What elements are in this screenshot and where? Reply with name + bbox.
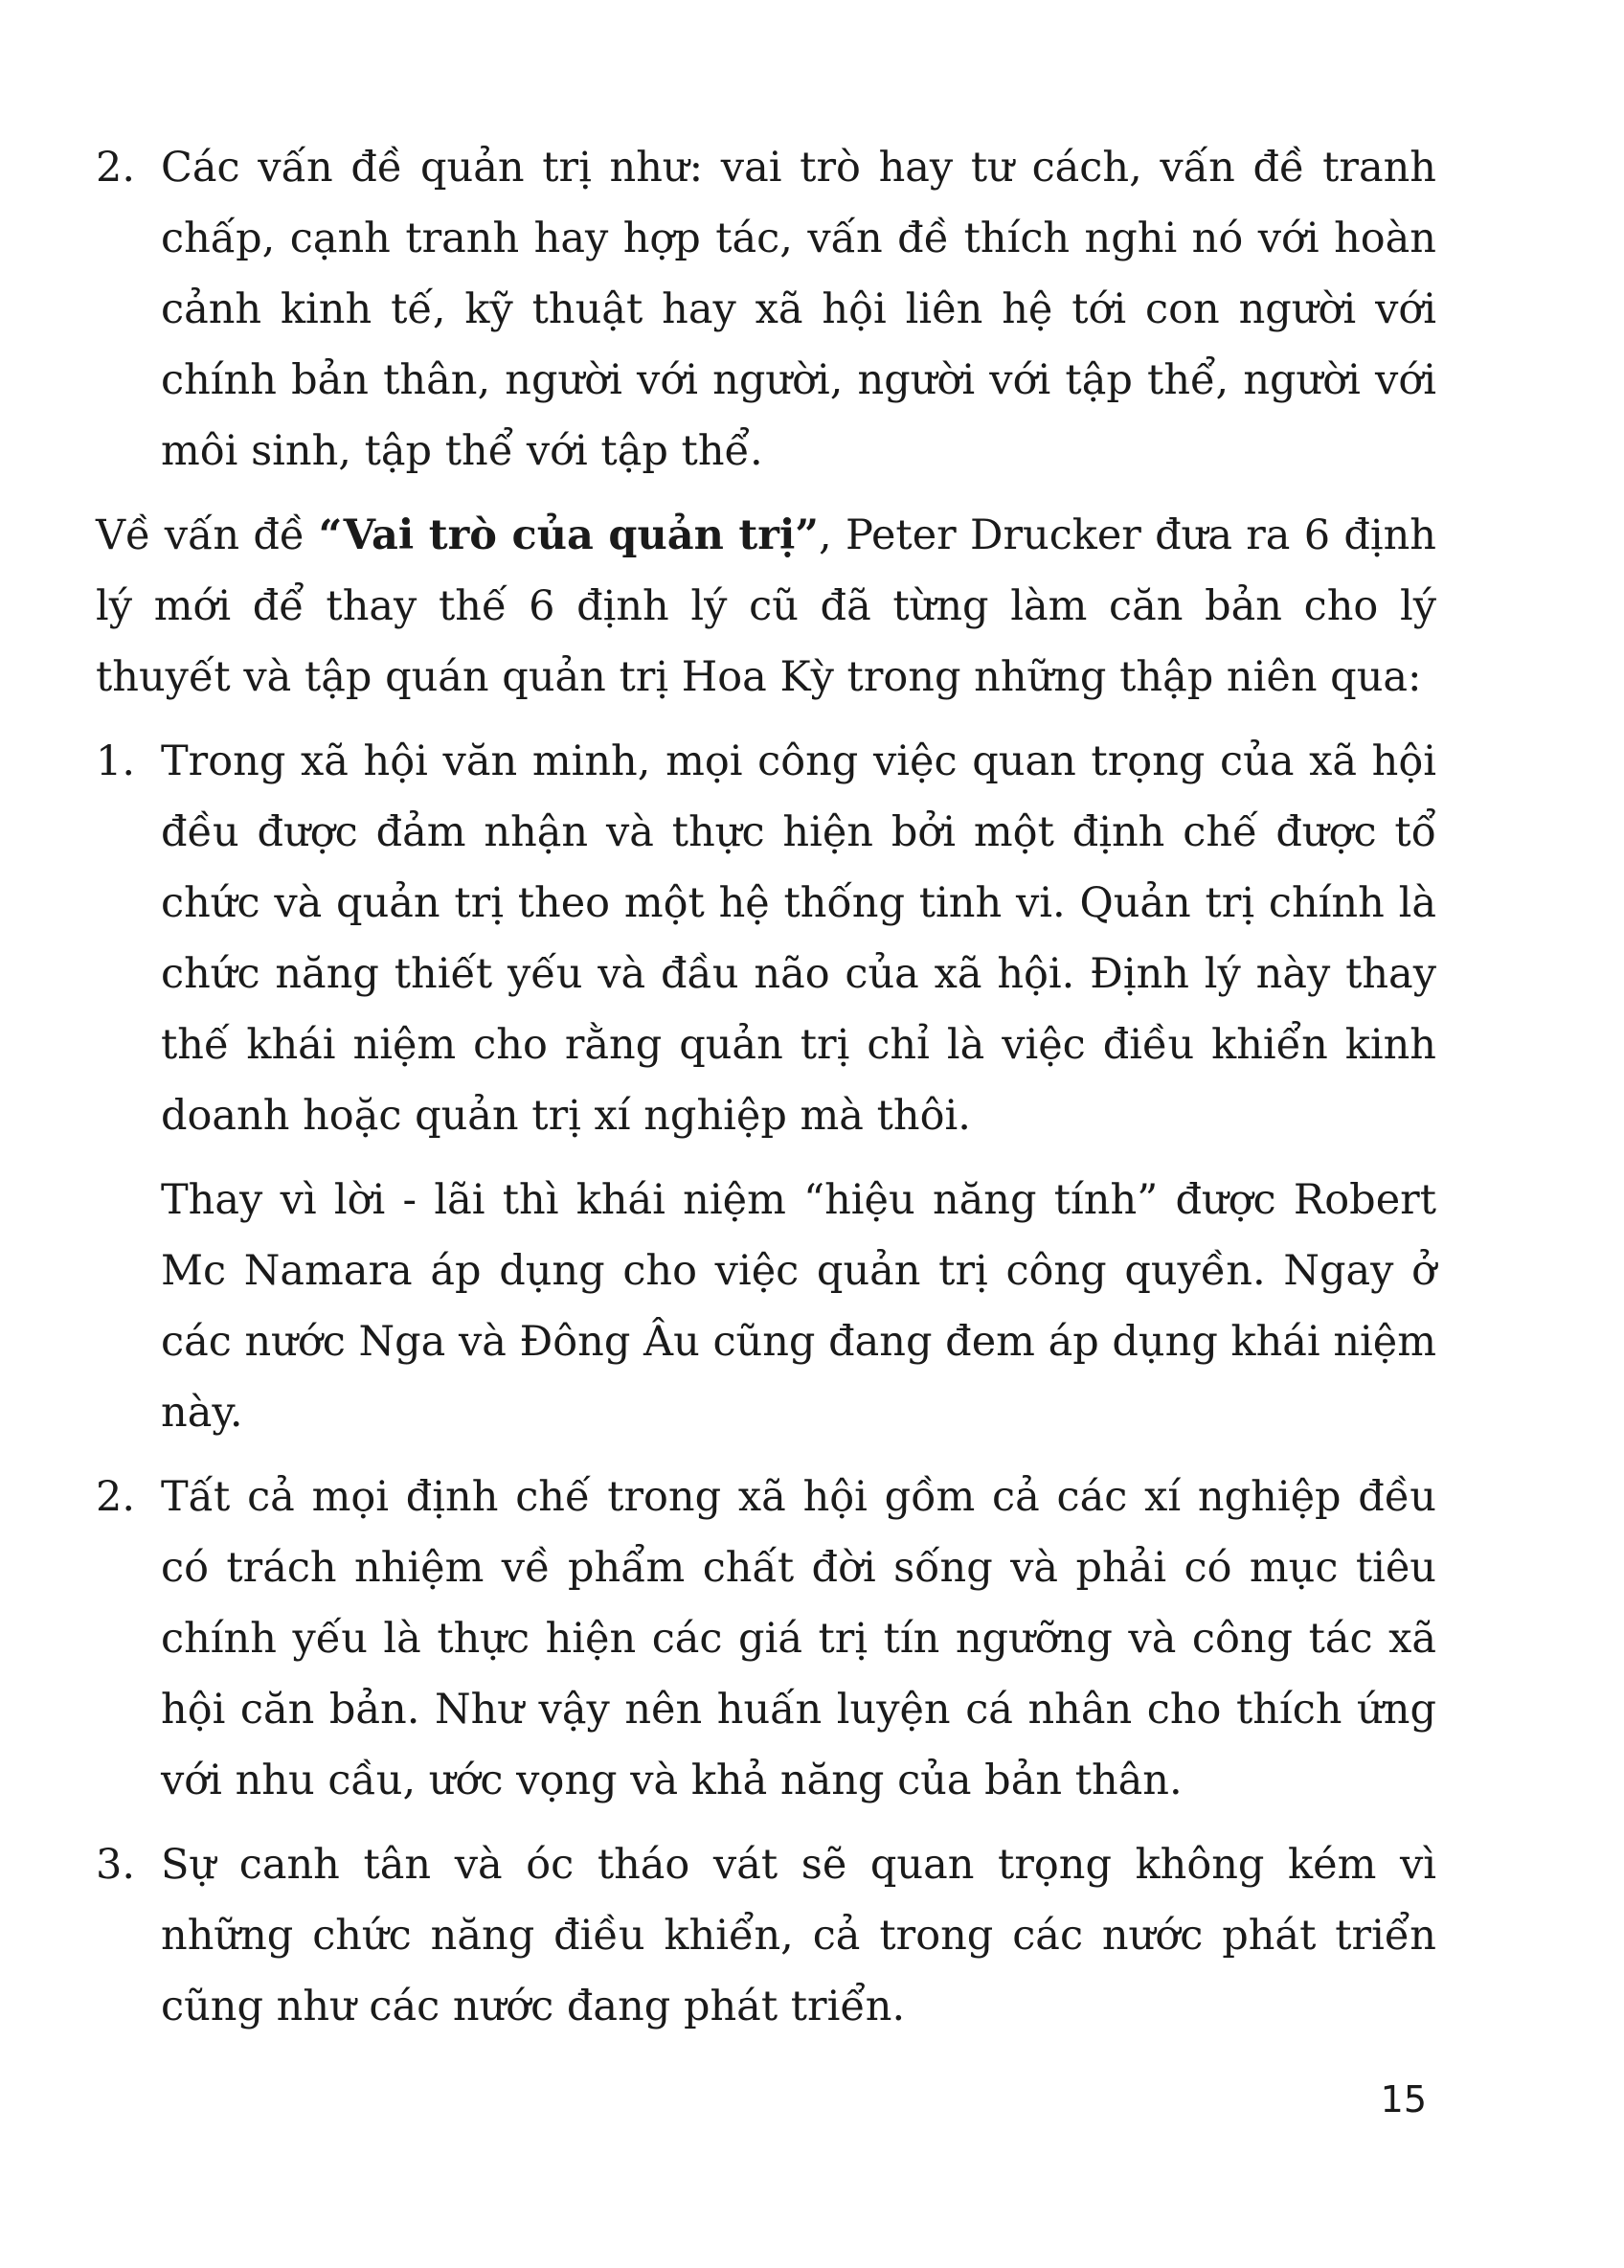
list-item-text: Trong xã hội văn minh, mọi công việc quan trọng của xã hội đều được đảm nhận và thực hiện bởi một định chế được tổ chức và quản trị theo một hệ thống tinh vi. Quản trị chính là chức năng thiết yếu và đầu não của xã hội. Định lý này thay thế khái niệm cho rằng quản trị chỉ là việc điều khiển kinh doanh hoặc quản trị xí nghiệp mà thôi. xyxy=(161,737,1436,1140)
list-item xyxy=(96,1462,1436,1816)
page-number: 15 xyxy=(1380,2078,1427,2121)
list-item-text: Sự canh tân và óc tháo vát sẽ quan trọng không kém vì những chức năng điều khiển, cả trong các nước phát triển cũng như các nước đang phát triển. xyxy=(161,1841,1436,2030)
list-item-text: Các vấn đề quản trị như: vai trò hay tư cách, vấn đề tranh chấp, cạnh tranh hay hợp tác, vấn đề thích nghi nó với hoàn cảnh kinh tế, kỹ thuật hay xã hội liên hệ tới con người với chính bản thân, người với người, người với tập thể, người với môi sinh, tập thể với tập thể. xyxy=(161,144,1436,475)
intro-bold-title: “Vai trò của quản trị” xyxy=(318,511,820,559)
list-item-number: 2. xyxy=(96,1473,136,1521)
intro-text-before: Về vấn đề xyxy=(96,511,319,559)
page-content xyxy=(96,132,1436,2055)
list-item-number: 2. xyxy=(96,144,136,192)
list-item xyxy=(96,132,1436,487)
intro-paragraph xyxy=(96,500,1436,713)
list-item xyxy=(96,1829,1436,2042)
list-item-number: 1. xyxy=(96,737,136,785)
list-item xyxy=(96,726,1436,1151)
list-item-number: 3. xyxy=(96,1841,136,1889)
list-item-continuation: Thay vì lời - lãi thì khái niệm “hiệu năng tính” được Robert Mc Namara áp dụng cho việc quản trị công quyền. Ngay ở các nước Nga và Đông Âu cũng đang đem áp dụng khái niệm này. xyxy=(161,1176,1436,1437)
intro-text-after: , Peter Drucker đưa ra 6 định lý mới để thay thế 6 định lý cũ đã từng làm căn bản cho lý thuyết và tập quán quản trị Hoa Kỳ trong những thập niên qua: xyxy=(96,511,1436,701)
list-item-text: Tất cả mọi định chế trong xã hội gồm cả các xí nghiệp đều có trách nhiệm về phẩm chất đời sống và phải có mục tiêu chính yếu là thực hiện các giá trị tín ngưỡng và công tác xã hội căn bản. Như vậy nên huấn luyện cá nhân cho thích ứng với nhu cầu, ước vọng và khả năng của bản thân. xyxy=(161,1473,1436,1804)
